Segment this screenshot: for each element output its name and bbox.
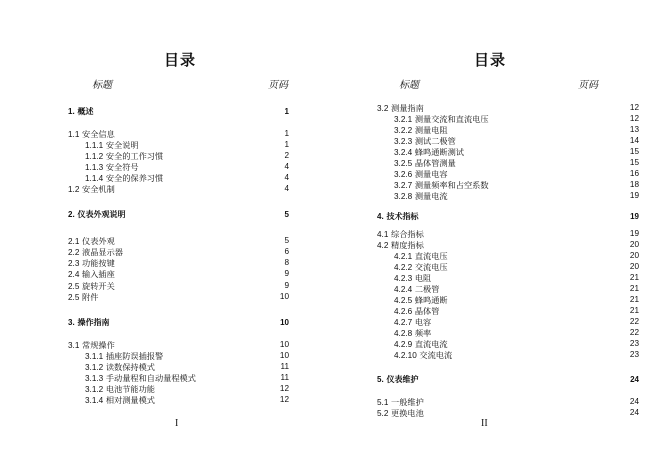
toc-entry-page: 10: [280, 318, 289, 327]
toc-entry-number: 4.2: [377, 241, 389, 250]
toc-entry-text: 旋转开关: [82, 281, 115, 291]
toc-entry-text: 功能按键: [82, 258, 115, 268]
toc-entry-page: 16: [629, 169, 639, 178]
toc-entry-page: 9: [284, 281, 289, 290]
toc-entry-number: 3.: [68, 318, 75, 327]
toc-entry-page: 1: [284, 129, 289, 138]
toc-entry-text: 精度指标: [391, 240, 424, 250]
toc-entry-number: 4.2.1: [394, 252, 413, 261]
toc-entry-page: 22: [629, 328, 639, 337]
toc-entry-text: 测量交流和直流电压: [414, 114, 489, 124]
toc-entry-title: [68, 107, 93, 117]
column-header-title: 标题: [92, 80, 112, 91]
page-title: 目录: [164, 51, 197, 69]
toc-entry-text: 附件: [82, 292, 99, 302]
toc-entry-number: 3.2.6: [394, 170, 413, 179]
toc-entry-title: [377, 397, 424, 408]
toc-entry-number: 4.2.6: [394, 307, 413, 316]
toc-entry-page: 2: [284, 151, 289, 160]
toc-entry-number: 1.1.3: [85, 163, 104, 172]
toc-entry-page: 24: [630, 375, 639, 384]
toc-entry-text: 安全符号: [105, 162, 139, 172]
toc-entry-title: [68, 184, 115, 195]
page-number: II: [481, 418, 488, 429]
toc-entry-title: [68, 340, 115, 351]
toc-entry-number: 3.1.4: [85, 396, 104, 405]
toc-entry-text: 测量电容: [414, 169, 448, 179]
toc-entry-page: 1: [284, 140, 289, 149]
toc-entry-number: 3.2.4: [394, 148, 413, 157]
toc-entry-title: [85, 362, 155, 373]
toc-entry-text: 晶体管测量: [414, 158, 456, 168]
toc-entry-title: [85, 173, 163, 184]
toc-entry-page: 24: [629, 397, 639, 406]
toc-entry-page: 10: [279, 292, 289, 301]
toc-entry-page: 6: [284, 247, 289, 256]
toc-entry-text: 仪表维护: [386, 375, 419, 384]
toc-entry-number: 3.2: [377, 104, 389, 113]
toc-entry-number: 1.1: [68, 130, 80, 139]
toc-entry-page: 11: [280, 373, 289, 382]
toc-entry-text: 电阻: [414, 273, 432, 283]
toc-entry-text: 安全信息: [82, 129, 115, 139]
toc-entry-title: [394, 306, 439, 317]
toc-entry-page: 19: [630, 212, 639, 221]
toc-entry-text: 安全的保养习惯: [105, 173, 164, 183]
page-title: 目录: [474, 51, 507, 69]
toc-page-right: [331, 0, 662, 466]
toc-entry-text: 电池节能功能: [105, 384, 155, 394]
toc-entry-text: 常规操作: [82, 340, 115, 350]
toc-entry-text: 综合指标: [391, 229, 424, 239]
toc-entry-page: 8: [284, 258, 289, 267]
toc-entry-number: 2.5: [68, 282, 80, 291]
toc-entry-number: 2.4: [68, 270, 80, 279]
column-header-page: 页码: [578, 80, 598, 91]
toc-entry-title: [394, 169, 448, 180]
toc-entry-number: 3.1.3: [85, 374, 104, 383]
toc-entry-page: 20: [629, 262, 639, 271]
toc-entry-title: [394, 350, 452, 361]
toc-entry-text: 二极管: [414, 284, 440, 294]
toc-entry-number: 4.2.2: [394, 263, 413, 272]
toc-entry-title: [85, 151, 163, 162]
toc-entry-title: [68, 247, 123, 258]
toc-entry-page: 12: [629, 103, 639, 112]
toc-entry-title: [377, 212, 418, 222]
column-header-title: 标题: [399, 80, 419, 91]
toc-entry-page: 12: [279, 384, 289, 393]
toc-entry-text: 技术指标: [386, 212, 419, 221]
toc-entry-page: 13: [629, 125, 639, 134]
toc-entry-text: 测量指南: [391, 103, 424, 113]
toc-entry-page: 10: [279, 340, 289, 349]
toc-entry-number: 3.2.7: [394, 181, 413, 190]
toc-entry-title: [85, 140, 139, 151]
toc-entry-number: 5.1: [377, 398, 389, 407]
toc-entry-title: [377, 229, 424, 240]
toc-entry-number: 3.2.8: [394, 192, 413, 201]
toc-entry-number: 4.2.3: [394, 274, 413, 283]
toc-entry-number: 3.2.3: [394, 137, 413, 146]
toc-entry-number: 2.5: [68, 293, 80, 302]
toc-entry-number: 3.2.2: [394, 126, 413, 135]
toc-entry-page: 5: [284, 210, 289, 219]
toc-entry-page: 11: [280, 362, 289, 371]
toc-entry-title: [394, 125, 448, 136]
toc-entry-text: 测量电阻: [414, 125, 448, 135]
toc-entry-text: 一般维护: [391, 397, 424, 407]
toc-entry-page: 24: [629, 408, 639, 417]
toc-entry-page: 4: [284, 173, 289, 182]
toc-entry-page: 23: [629, 339, 639, 348]
toc-entry-text: 安全机制: [82, 184, 115, 194]
toc-entry-page: 21: [629, 295, 639, 304]
toc-entry-title: [85, 351, 163, 362]
toc-entry-page: 19: [629, 229, 639, 238]
toc-entry-page: 12: [279, 395, 289, 404]
toc-entry-title: [68, 236, 115, 247]
toc-entry-page: 23: [629, 350, 639, 359]
toc-entry-title: [394, 180, 489, 191]
toc-entry-title: [377, 408, 424, 419]
toc-entry-page: 4: [284, 162, 289, 171]
toc-entry-number: 2.: [68, 210, 75, 219]
toc-entry-title: [394, 158, 456, 169]
toc-entry-number: 1.: [68, 107, 75, 116]
toc-entry-text: 安全说明: [105, 140, 139, 150]
toc-entry-title: [394, 114, 489, 125]
toc-entry-title: [394, 284, 439, 295]
toc-entry-title: [394, 273, 431, 284]
toc-entry-page: 20: [629, 240, 639, 249]
toc-entry-page: 21: [629, 284, 639, 293]
toc-entry-page: 15: [629, 147, 639, 156]
toc-entry-text: 手动量程和自动量程模式: [105, 373, 196, 383]
toc-entry-number: 3.1: [68, 341, 80, 350]
toc-entry-number: 5.: [377, 375, 384, 384]
toc-entry-number: 3.2.5: [394, 159, 413, 168]
toc-entry-title: [68, 210, 125, 220]
toc-entry-title: [68, 318, 109, 328]
page-number: I: [175, 418, 179, 429]
column-header-page: 页码: [268, 80, 288, 91]
toc-entry-title: [85, 395, 155, 406]
toc-entry-text: 相对测量模式: [105, 395, 155, 405]
toc-entry-text: 安全的工作习惯: [105, 151, 164, 161]
toc-entry-page: 21: [629, 273, 639, 282]
toc-entry-text: 直流电压: [414, 251, 448, 261]
toc-entry-text: 液晶显示器: [82, 247, 123, 257]
toc-entry-page: 20: [629, 251, 639, 260]
toc-entry-text: 测试二极管: [414, 136, 456, 146]
toc-entry-title: [68, 281, 115, 292]
toc-entry-text: 概述: [77, 107, 94, 116]
toc-entry-page: 12: [629, 114, 639, 123]
toc-entry-page: 4: [284, 184, 289, 193]
toc-entry-text: 测量电流: [414, 191, 448, 201]
toc-entry-page: 5: [284, 236, 289, 245]
toc-entry-number: 3.1.1: [85, 352, 104, 361]
toc-entry-title: [68, 129, 115, 140]
toc-entry-number: 1.2: [68, 185, 80, 194]
toc-entry-number: 2.3: [68, 259, 80, 268]
toc-entry-page: 18: [629, 180, 639, 189]
toc-entry-title: [394, 262, 448, 273]
toc-entry-page: 10: [279, 351, 289, 360]
toc-entry-text: 蜂鸣通断测试: [414, 147, 464, 157]
toc-entry-title: [394, 251, 448, 262]
toc-entry-text: 操作指南: [77, 318, 110, 327]
toc-entry-text: 蜂鸣通断: [414, 295, 448, 305]
toc-entry-text: 晶体管: [414, 306, 440, 316]
toc-entry-text: 读数保持模式: [105, 362, 155, 372]
toc-entry-number: 4.2.4: [394, 285, 413, 294]
toc-entry-number: 3.1.2: [85, 363, 104, 372]
toc-entry-text: 插座防误插报警: [105, 351, 164, 361]
toc-entry-text: 交流电压: [414, 262, 448, 272]
toc-entry-title: [377, 103, 424, 114]
toc-entry-number: 4.2.9: [394, 340, 413, 349]
toc-entry-title: [394, 339, 448, 350]
toc-entry-title: [394, 136, 456, 147]
toc-entry-title: [85, 162, 139, 173]
toc-entry-page: 22: [629, 317, 639, 326]
toc-entry-number: 2.1: [68, 237, 80, 246]
toc-entry-title: [394, 295, 448, 306]
toc-entry-number: 5.2: [377, 409, 389, 418]
toc-entry-number: 4.2.10: [394, 351, 417, 360]
toc-entry-title: [68, 269, 115, 280]
toc-entry-number: 3.1.2: [85, 385, 104, 394]
toc-entry-text: 交流电流: [419, 350, 453, 360]
toc-entry-page: 15: [629, 158, 639, 167]
toc-entry-page: 19: [629, 191, 639, 200]
toc-entry-title: [68, 258, 115, 269]
toc-entry-title: [377, 375, 418, 385]
toc-entry-number: 2.2: [68, 248, 80, 257]
toc-entry-text: 仪表外观说明: [77, 210, 126, 219]
toc-entry-text: 直流电流: [414, 339, 448, 349]
toc-entry-title: [377, 240, 424, 251]
toc-entry-title: [394, 328, 431, 339]
toc-entry-page: 14: [629, 136, 639, 145]
toc-entry-text: 测量频率和占空系数: [414, 180, 489, 190]
toc-entry-number: 4.2.8: [394, 329, 413, 338]
toc-entry-title: [85, 373, 196, 384]
toc-entry-text: 仪表外观: [82, 236, 115, 246]
toc-entry-number: 4.2.5: [394, 296, 413, 305]
toc-entry-title: [85, 384, 155, 395]
toc-entry-number: 1.1.4: [85, 174, 104, 183]
toc-entry-number: 4.2.7: [394, 318, 413, 327]
toc-entry-page: 9: [284, 269, 289, 278]
toc-entry-number: 4.: [377, 212, 384, 221]
toc-entry-number: 1.1.2: [85, 152, 104, 161]
toc-entry-title: [68, 292, 98, 303]
toc-entry-text: 输入插座: [82, 269, 115, 279]
toc-entry-page: 21: [629, 306, 639, 315]
toc-entry-title: [394, 191, 448, 202]
toc-entry-number: 1.1.1: [85, 141, 104, 150]
toc-entry-text: 更换电池: [391, 408, 424, 418]
toc-entry-title: [394, 147, 464, 158]
toc-entry-text: 频率: [414, 328, 432, 338]
toc-entry-number: 3.2.1: [394, 115, 413, 124]
toc-entry-page: 1: [284, 107, 289, 116]
toc-entry-text: 电容: [414, 317, 432, 327]
toc-entry-title: [394, 317, 431, 328]
toc-entry-number: 4.1: [377, 230, 389, 239]
